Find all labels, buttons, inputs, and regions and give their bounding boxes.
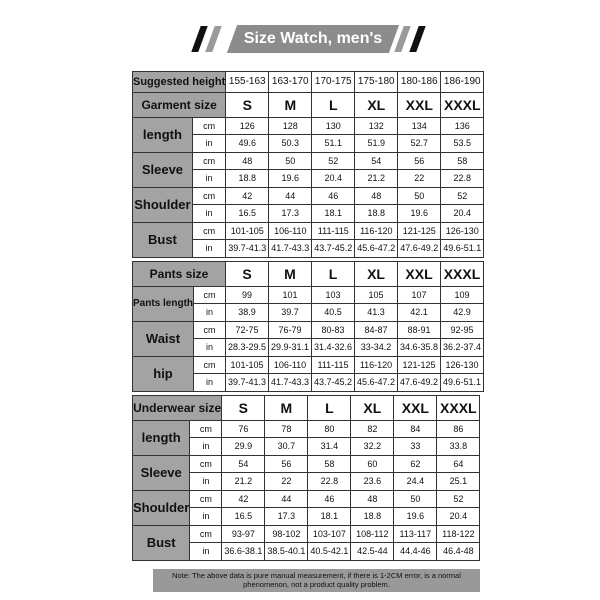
height-cell: 170-175 [312, 72, 355, 93]
unit-in: in [194, 374, 226, 392]
value-cell: 103-107 [308, 525, 351, 543]
value-cell: 60 [351, 455, 394, 473]
unit-cm: cm [194, 321, 226, 339]
measure-name: Shoulder [133, 187, 193, 222]
value-cell: 38.9 [226, 304, 269, 322]
size-cell: XL [351, 396, 394, 421]
value-cell: 42.1 [398, 304, 441, 322]
value-cell: 42 [226, 187, 269, 205]
measure-name: Sleeve [133, 152, 193, 187]
height-cell: 163-170 [269, 72, 312, 93]
size-cell: S [226, 262, 269, 287]
value-cell: 106-110 [269, 222, 312, 240]
value-cell: 88-91 [398, 321, 441, 339]
value-cell: 44 [269, 187, 312, 205]
size-cell: XXL [398, 93, 441, 118]
value-cell: 29.9 [222, 438, 265, 456]
value-cell: 40.5-42.1 [308, 543, 351, 561]
title-stripe-right-dark [409, 26, 425, 52]
unit-cm: cm [194, 286, 226, 304]
value-cell: 56 [265, 455, 308, 473]
value-cell: 132 [355, 117, 398, 135]
size-cell: M [265, 396, 308, 421]
value-cell: 47.6-49.2 [398, 240, 441, 258]
value-cell: 108-112 [351, 525, 394, 543]
value-cell: 36.6-38.1 [222, 543, 265, 561]
value-cell: 34.6-35.8 [398, 339, 441, 357]
size-cell: XXXL [437, 396, 480, 421]
value-cell: 39.7 [269, 304, 312, 322]
unit-in: in [192, 240, 225, 258]
size-label: Underwear size [133, 396, 222, 421]
value-cell: 107 [398, 286, 441, 304]
value-cell: 51.1 [312, 135, 355, 153]
value-cell: 62 [394, 455, 437, 473]
measure-name: Waist [133, 321, 194, 356]
value-cell: 50 [394, 490, 437, 508]
value-cell: 52.7 [398, 135, 441, 153]
size-cell: S [226, 93, 269, 118]
value-cell: 118-122 [437, 525, 480, 543]
size-cell: XXXL [441, 93, 484, 118]
value-cell: 54 [355, 152, 398, 170]
value-cell: 106-110 [269, 356, 312, 374]
measure-row-cm [133, 152, 484, 170]
size-cell: XXL [394, 396, 437, 421]
title-stripe-left-dark [191, 26, 207, 52]
unit-cm: cm [192, 117, 225, 135]
value-cell: 44.4-46 [394, 543, 437, 561]
size-label: Garment size [133, 93, 226, 118]
measure-name: Bust [133, 222, 193, 257]
value-cell: 43.7-45.2 [312, 240, 355, 258]
height-label: Suggested height [133, 72, 226, 93]
measure-row-cm [133, 321, 484, 339]
value-cell: 116-120 [355, 356, 398, 374]
value-cell: 17.3 [265, 508, 308, 526]
value-cell: 33 [394, 438, 437, 456]
value-cell: 53.5 [441, 135, 484, 153]
height-cell: 155-163 [226, 72, 269, 93]
measure-row-cm [133, 525, 480, 543]
size-cell: S [222, 396, 265, 421]
value-cell: 31.4-32.6 [312, 339, 355, 357]
value-cell: 111-115 [312, 356, 355, 374]
value-cell: 21.2 [222, 473, 265, 491]
value-cell: 39.7-41.3 [226, 240, 269, 258]
value-cell: 22 [398, 170, 441, 188]
pants-size-table [132, 261, 484, 392]
value-cell: 18.8 [355, 205, 398, 223]
value-cell: 20.4 [441, 205, 484, 223]
value-cell: 31.4 [308, 438, 351, 456]
size-header-row [133, 396, 480, 421]
value-cell: 49.6-51.1 [441, 374, 484, 392]
measure-row-cm [133, 455, 480, 473]
value-cell: 42.9 [441, 304, 484, 322]
value-cell: 98-102 [265, 525, 308, 543]
value-cell: 50 [398, 187, 441, 205]
unit-in: in [190, 438, 222, 456]
value-cell: 48 [226, 152, 269, 170]
value-cell: 121-125 [398, 222, 441, 240]
height-cell: 180-186 [398, 72, 441, 93]
title-stripe-left-gray [205, 26, 221, 52]
value-cell: 47.6-49.2 [398, 374, 441, 392]
value-cell: 82 [351, 420, 394, 438]
value-cell: 22.8 [308, 473, 351, 491]
value-cell: 72-75 [226, 321, 269, 339]
value-cell: 116-120 [355, 222, 398, 240]
value-cell: 101-105 [226, 356, 269, 374]
value-cell: 30.7 [265, 438, 308, 456]
size-cell: L [308, 396, 351, 421]
value-cell: 19.6 [269, 170, 312, 188]
unit-in: in [192, 135, 225, 153]
value-cell: 19.6 [398, 205, 441, 223]
measure-row-cm [133, 356, 484, 374]
value-cell: 41.7-43.3 [269, 240, 312, 258]
measurement-note: Note: The above data is pure manual measurement, if there is 1-2CM error, is a normal phenomenon, not a product quality problem. [153, 569, 480, 592]
size-cell: M [269, 93, 312, 118]
value-cell: 19.6 [394, 508, 437, 526]
value-cell: 40.5 [312, 304, 355, 322]
measure-name: Sleeve [133, 455, 190, 490]
unit-cm: cm [192, 152, 225, 170]
value-cell: 41.3 [355, 304, 398, 322]
value-cell: 105 [355, 286, 398, 304]
size-header-row [133, 93, 484, 118]
value-cell: 52 [441, 187, 484, 205]
value-cell: 42.5-44 [351, 543, 394, 561]
value-cell: 121-125 [398, 356, 441, 374]
value-cell: 33.8 [437, 438, 480, 456]
value-cell: 92-95 [441, 321, 484, 339]
value-cell: 52 [312, 152, 355, 170]
value-cell: 80-83 [312, 321, 355, 339]
value-cell: 20.4 [312, 170, 355, 188]
value-cell: 130 [312, 117, 355, 135]
value-cell: 76-79 [269, 321, 312, 339]
value-cell: 29.9-31.1 [269, 339, 312, 357]
measure-row-cm [133, 117, 484, 135]
value-cell: 103 [312, 286, 355, 304]
value-cell: 45.6-47.2 [355, 374, 398, 392]
value-cell: 25.1 [437, 473, 480, 491]
value-cell: 46.4-48 [437, 543, 480, 561]
value-cell: 36.2-37.4 [441, 339, 484, 357]
measure-name: Pants length [133, 286, 194, 321]
value-cell: 51.9 [355, 135, 398, 153]
value-cell: 134 [398, 117, 441, 135]
unit-in: in [192, 170, 225, 188]
value-cell: 52 [437, 490, 480, 508]
value-cell: 18.1 [308, 508, 351, 526]
value-cell: 18.1 [312, 205, 355, 223]
value-cell: 126-130 [441, 222, 484, 240]
value-cell: 76 [222, 420, 265, 438]
value-cell: 84 [394, 420, 437, 438]
value-cell: 126-130 [441, 356, 484, 374]
value-cell: 86 [437, 420, 480, 438]
size-cell: L [312, 93, 355, 118]
size-cell: XL [355, 93, 398, 118]
unit-cm: cm [192, 187, 225, 205]
value-cell: 113-117 [394, 525, 437, 543]
value-cell: 43.7-45.2 [312, 374, 355, 392]
measure-row-cm [133, 490, 480, 508]
height-row [133, 72, 484, 93]
value-cell: 49.6-51.1 [441, 240, 484, 258]
title-banner [188, 24, 418, 54]
value-cell: 18.8 [226, 170, 269, 188]
unit-cm: cm [190, 455, 222, 473]
measure-row-cm [133, 187, 484, 205]
value-cell: 32.2 [351, 438, 394, 456]
value-cell: 84-87 [355, 321, 398, 339]
value-cell: 78 [265, 420, 308, 438]
unit-in: in [194, 304, 226, 322]
measure-name: hip [133, 356, 194, 391]
measure-name: Shoulder [133, 490, 190, 525]
value-cell: 49.6 [226, 135, 269, 153]
value-cell: 45.6-47.2 [355, 240, 398, 258]
size-label: Pants size [133, 262, 226, 287]
value-cell: 58 [441, 152, 484, 170]
value-cell: 50.3 [269, 135, 312, 153]
size-cell: L [312, 262, 355, 287]
value-cell: 44 [265, 490, 308, 508]
value-cell: 80 [308, 420, 351, 438]
value-cell: 93-97 [222, 525, 265, 543]
value-cell: 39.7-41.3 [226, 374, 269, 392]
value-cell: 58 [308, 455, 351, 473]
size-cell: XL [355, 262, 398, 287]
size-cell: XXL [398, 262, 441, 287]
value-cell: 64 [437, 455, 480, 473]
measure-name: length [133, 117, 193, 152]
value-cell: 48 [355, 187, 398, 205]
value-cell: 20.4 [437, 508, 480, 526]
unit-cm: cm [190, 525, 222, 543]
measure-name: length [133, 420, 190, 455]
value-cell: 101 [269, 286, 312, 304]
value-cell: 136 [441, 117, 484, 135]
measure-row-cm [133, 420, 480, 438]
value-cell: 28.3-29.5 [226, 339, 269, 357]
value-cell: 126 [226, 117, 269, 135]
value-cell: 101-105 [226, 222, 269, 240]
measure-row-cm [133, 222, 484, 240]
unit-in: in [190, 543, 222, 561]
unit-in: in [192, 205, 225, 223]
underwear-size-table [132, 395, 480, 561]
value-cell: 16.5 [222, 508, 265, 526]
size-cell: M [269, 262, 312, 287]
value-cell: 50 [269, 152, 312, 170]
garment-size-table [132, 71, 484, 258]
size-header-row [133, 262, 484, 287]
value-cell: 38.5-40.1 [265, 543, 308, 561]
value-cell: 18.8 [351, 508, 394, 526]
value-cell: 48 [351, 490, 394, 508]
value-cell: 46 [312, 187, 355, 205]
value-cell: 33-34.2 [355, 339, 398, 357]
value-cell: 16.5 [226, 205, 269, 223]
unit-in: in [190, 473, 222, 491]
page-title: Size Watch, men's [243, 30, 383, 47]
value-cell: 109 [441, 286, 484, 304]
unit-cm: cm [192, 222, 225, 240]
value-cell: 56 [398, 152, 441, 170]
value-cell: 46 [308, 490, 351, 508]
height-cell: 186-190 [441, 72, 484, 93]
value-cell: 111-115 [312, 222, 355, 240]
value-cell: 128 [269, 117, 312, 135]
value-cell: 21.2 [355, 170, 398, 188]
value-cell: 22.8 [441, 170, 484, 188]
measure-name: Bust [133, 525, 190, 560]
value-cell: 42 [222, 490, 265, 508]
unit-cm: cm [190, 420, 222, 438]
value-cell: 41.7-43.3 [269, 374, 312, 392]
unit-cm: cm [190, 490, 222, 508]
unit-in: in [194, 339, 226, 357]
value-cell: 54 [222, 455, 265, 473]
value-cell: 17.3 [269, 205, 312, 223]
value-cell: 99 [226, 286, 269, 304]
value-cell: 23.6 [351, 473, 394, 491]
height-cell: 175-180 [355, 72, 398, 93]
unit-in: in [190, 508, 222, 526]
value-cell: 24.4 [394, 473, 437, 491]
measure-row-cm [133, 286, 484, 304]
value-cell: 22 [265, 473, 308, 491]
unit-cm: cm [194, 356, 226, 374]
size-cell: XXXL [441, 262, 484, 287]
